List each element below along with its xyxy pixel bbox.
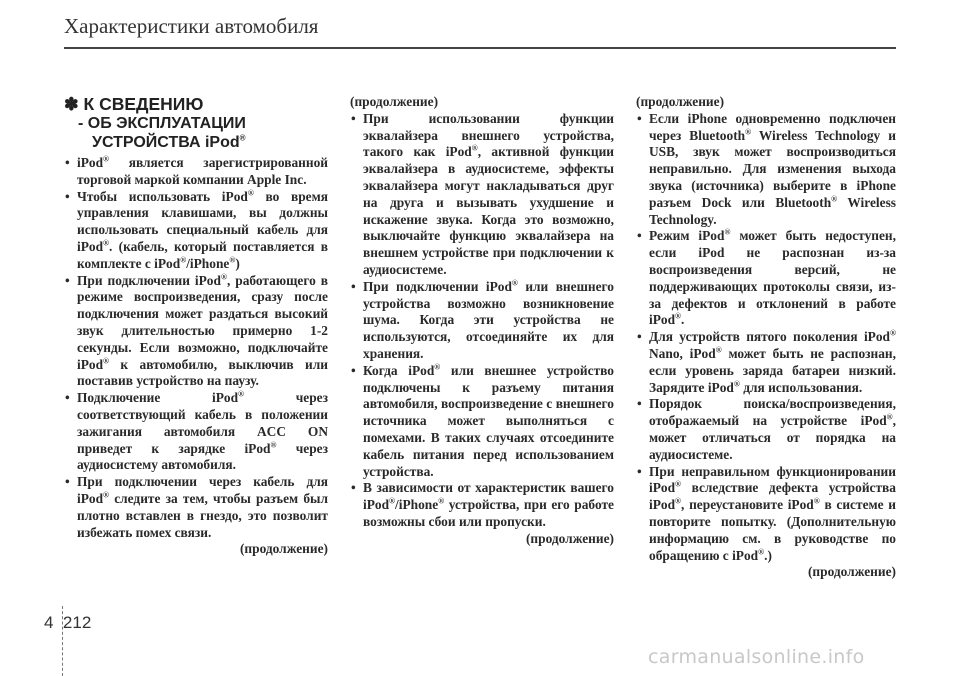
bullet-text: . — [681, 312, 685, 328]
bullet-item — [636, 111, 896, 229]
bullet-item — [636, 329, 896, 396]
bullet-text: или внешнего устройства возможно возникновение шума. Когда эти устройства не используются, отсоединяйте их для хранения. — [363, 278, 614, 361]
registered-mark: ® — [511, 278, 518, 288]
bullet-text: Nano, iPod — [649, 345, 716, 361]
registered-mark: ® — [270, 440, 277, 450]
bullet-text: Режим iPod — [649, 228, 725, 244]
chapter-number: 4 — [44, 613, 54, 632]
continued-header: (продолжение) — [636, 94, 725, 109]
bullet-text: , может отличаться от порядка на аудиосистеме. — [649, 413, 896, 462]
registered-mark: ® — [434, 362, 441, 372]
bullet-text: может быть не распознан, если уровень заряда батареи низкий. Зарядите iPod — [649, 345, 896, 395]
bullet-text: , работающего в режиме воспроизведения, сразу после подключения может раздаться высокий звук длительностью примерно 1-2 секунды. Если возможно, подключайте iPod — [77, 272, 328, 372]
bullet-text: . (кабель, который поставляется в комплекте с iPod — [77, 238, 328, 271]
column-1 — [64, 94, 328, 558]
bullet-text: к автомобилю, выключив или поставив устройство на паузу. — [77, 356, 328, 389]
bullet-text: Для устройств пятого поколения iPod — [649, 329, 891, 345]
column-2 — [350, 94, 614, 548]
bullet-item — [350, 111, 614, 279]
bullet-text: iPod — [77, 155, 104, 170]
page-header-title: Характеристики автомобиля — [64, 14, 319, 38]
bullet-text: Порядок поиска/воспроизведения, отображаемый на устройстве iPod — [649, 396, 896, 429]
registered-mark: ® — [890, 328, 896, 338]
bullet-text: , переустановите iPod — [681, 497, 814, 513]
bullet-text: Если iPhone одновременно подключен через Bluetooth — [649, 110, 896, 143]
registered-mark: ® — [733, 379, 740, 389]
bullet-list — [64, 155, 328, 541]
column-3 — [636, 94, 896, 581]
bullet-item — [636, 228, 896, 329]
registered-mark: ® — [715, 345, 722, 355]
registered-mark: ® — [438, 496, 445, 506]
registered-mark: ® — [389, 496, 396, 506]
bullet-text: Wireless Technology. — [649, 194, 896, 227]
registered-mark: ® — [238, 389, 245, 399]
section-subtitle-text: УСТРОЙСТВА iPod — [92, 134, 240, 151]
bullet-text: При неправильном функционировании iPod — [649, 463, 896, 496]
bullet-item — [350, 363, 614, 481]
continued-note: (продолжение) — [239, 541, 328, 557]
bullet-item — [636, 396, 896, 463]
bullet-text: может быть недоступен, если iPod не распознан из-за воспроизведения версий, не поддерживающих протоколы связи, из-за дефектов и отклонений в работе iPod — [649, 228, 896, 328]
registered-mark: ® — [675, 479, 682, 489]
registered-mark: ® — [886, 412, 893, 422]
bullet-text: вследствие дефекта устройства iPod — [649, 480, 896, 513]
bullet-text: В зависимости от характеристик вашего iPod — [363, 480, 614, 513]
registered-mark: ® — [229, 255, 236, 265]
registered-mark: ® — [103, 238, 110, 248]
bullet-text: или внешнее устройство подключены к разъему питания автомобиля, воспроизведение с внешнего источника может выполняться с помехами. В таких случаях отсоедините кабель питания перед использованием устройства. — [363, 362, 615, 479]
page-number-value: 212 — [62, 613, 92, 632]
registered-mark: ® — [745, 127, 752, 137]
bullet-item — [636, 464, 896, 565]
section-subtitle-line1: - ОБ ЭКСПЛУАТАЦИИ — [78, 115, 246, 132]
registered-mark: ® — [675, 496, 682, 506]
registered-mark: ® — [471, 143, 478, 153]
bullet-text: Когда iPod — [363, 362, 435, 378]
registered-mark: ® — [103, 356, 110, 366]
bullet-item — [64, 155, 328, 189]
bullet-text: является зарегистрированной торговой маркой компании Apple Inc. — [77, 155, 328, 187]
bullet-text: .) — [764, 547, 772, 563]
continued-header: (продолжение) — [350, 94, 439, 109]
registered-mark: ® — [247, 188, 254, 198]
page-number-divider — [62, 606, 63, 676]
bullet-item — [64, 273, 328, 391]
registered-mark: ® — [220, 272, 227, 282]
bullet-list — [636, 111, 896, 565]
watermark: carmanualsonline.info — [648, 646, 865, 668]
bullet-item — [64, 189, 328, 273]
bullet-text: При подключении через кабель для iPod — [77, 474, 328, 506]
continued-note: (продолжение) — [807, 564, 896, 580]
bullet-text: Чтобы использовать iPod — [77, 188, 248, 204]
section-subtitle — [78, 114, 328, 152]
bullet-text: /iPhone — [186, 255, 230, 271]
bullet-text: Подключение iPod — [77, 390, 239, 406]
bullet-text: При подключении iPod — [77, 272, 221, 288]
bullet-text: для использования. — [739, 379, 863, 395]
bullet-item — [350, 480, 614, 530]
section-subtitle-line2 — [78, 133, 328, 152]
bullet-text: через соответствующий кабель в положении зажигания автомобиля ACC ON приведет к зарядке iPod — [77, 390, 328, 456]
bullet-text: во время управления клавишами, вы должны использовать специальный кабель для iPod — [77, 188, 328, 254]
bullet-item — [64, 474, 328, 541]
bullet-item — [350, 279, 614, 363]
header-divider — [64, 47, 896, 49]
section-title: ✽ К СВЕДЕНИЮ — [64, 94, 204, 114]
bullet-text: устройства, при его работе возможны сбои или пропуски. — [363, 497, 614, 529]
continued-note: (продолжение) — [525, 530, 614, 546]
bullet-text: , активной функции эквалайзера в аудиосистеме, эффекты эквалайзера могут накладываться друг на друга и вызывать ухудшение и искажение звука. Когда это возможно, выключайте функцию эквалайзера на внешнем устройстве при подключении к аудиосистеме. — [363, 144, 615, 277]
bullet-text: ) — [235, 255, 240, 271]
registered-mark: ® — [813, 496, 820, 506]
registered-mark: ® — [675, 311, 682, 321]
registered-mark: ® — [180, 255, 187, 265]
bullet-text: через аудиосистему автомобиля. — [77, 440, 328, 473]
registered-mark: ® — [103, 154, 110, 164]
page-number — [44, 613, 91, 633]
registered-mark: ® — [103, 490, 110, 500]
bullet-text: следите за тем, чтобы разъем был плотно вставлен в гнездо, это позволит избежать помех связи. — [77, 490, 328, 540]
registered-mark: ® — [831, 194, 838, 204]
bullet-text: /iPhone — [395, 497, 439, 513]
bullet-text: в системе и повторите попытку. (Дополнительную информацию см. в руководстве по обращению с iPod — [649, 497, 896, 563]
registered-mark: ® — [239, 133, 246, 143]
bullet-list — [350, 111, 614, 531]
bullet-text: При использовании функции эквалайзера внешнего устройства, такого как iPod — [363, 110, 614, 160]
registered-mark: ® — [758, 547, 765, 557]
bullet-text: При подключении iPod — [363, 278, 512, 294]
bullet-text: Wireless Technology и USB, звук может воспроизводиться неправильно. Для изменения выхода звука (источника) выберите в iPhone разъем Dock или Bluetooth — [649, 127, 897, 210]
registered-mark: ® — [724, 227, 731, 237]
bullet-item — [64, 390, 328, 474]
